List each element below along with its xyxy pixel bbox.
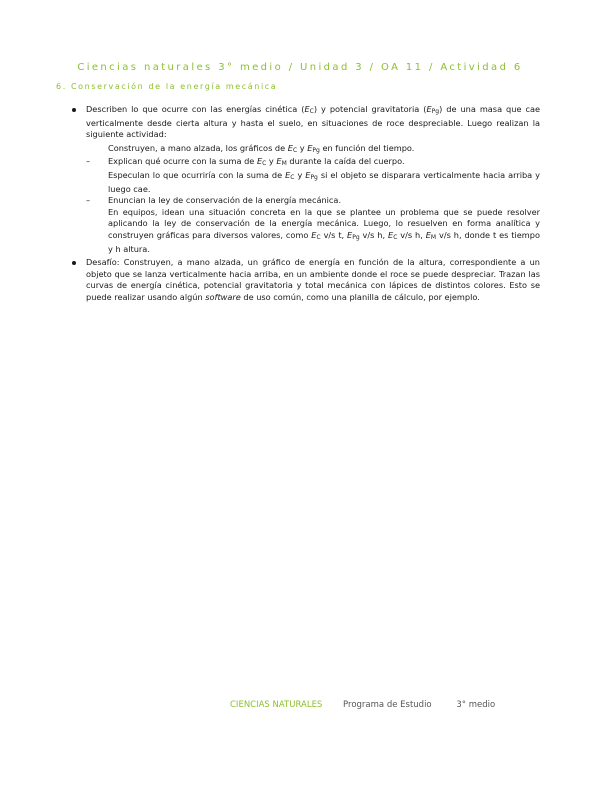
- list-item-explain-sum: – Explican qué ocurre con la suma de EC y EM durante la caída del cuerpo.: [86, 156, 405, 168]
- page-footer: [230, 700, 495, 710]
- list-item-construct-graphs: Construyen, a mano alzada, los gráficos de EC y EPg en función del tiempo.: [108, 142, 415, 154]
- list-item-speculate: Especulan lo que ocurriría con la suma de EC y EPg si el objeto se disparara verticalmente hacia arriba y luego cae.: [108, 169, 540, 194]
- list-item-team-problem: En equipos, idean una situación concreta en la que se plantee un problema que se puede resolver aplicando la ley de conservación de la energía mecánica. Luego, lo resuelven en forma analítica y construyen gráficas para diversos valores, como EC v/s t, EPg v/s h, EC v/s h, EM v/s h, donde t es tiempo y h altura.: [108, 206, 540, 254]
- activity-content: [70, 104, 540, 306]
- list-item-enunciate-law: – Enuncian la ley de conservación de la energía mecánica.: [86, 195, 342, 206]
- section-title: 6. Conservación de la energía mecánica: [56, 82, 278, 91]
- dash-marker: –: [86, 156, 91, 167]
- footer-level: 3° medio: [456, 700, 496, 710]
- challenge-label: Desafío:: [86, 257, 124, 268]
- footer-program: Programa de Estudio: [343, 700, 432, 710]
- bullet-describe: Describen lo que ocurre con las energías cinética (EC) y potencial gravitatoria (EPg) de una masa que cae verticalmente desde cierta altura y hasta el suelo, en situaciones de roce despreciable. Luego realizan la siguiente actividad:: [70, 104, 540, 141]
- footer-subject: CIENCIAS NATURALES: [230, 700, 323, 710]
- bullet-challenge: Desafío: Construyen, a mano alzada, un gráfico de energía en función de la altura, correspondiente a un objeto que se lanza verticalmente hacia arriba, en un ambiente donde el roce se puede despreciar. Trazan las curvas de energía cinética, potencial gravitatoria y total mecánica con lápices de distintos colores. Esto se puede realizar usando algún software de uso común, como una planilla de cálculo, por ejemplo.: [70, 257, 540, 303]
- page-header-title: Ciencias naturales 3° medio / Unidad 3 / OA 11 / Actividad 6: [77, 62, 523, 73]
- dash-marker: –: [86, 195, 91, 206]
